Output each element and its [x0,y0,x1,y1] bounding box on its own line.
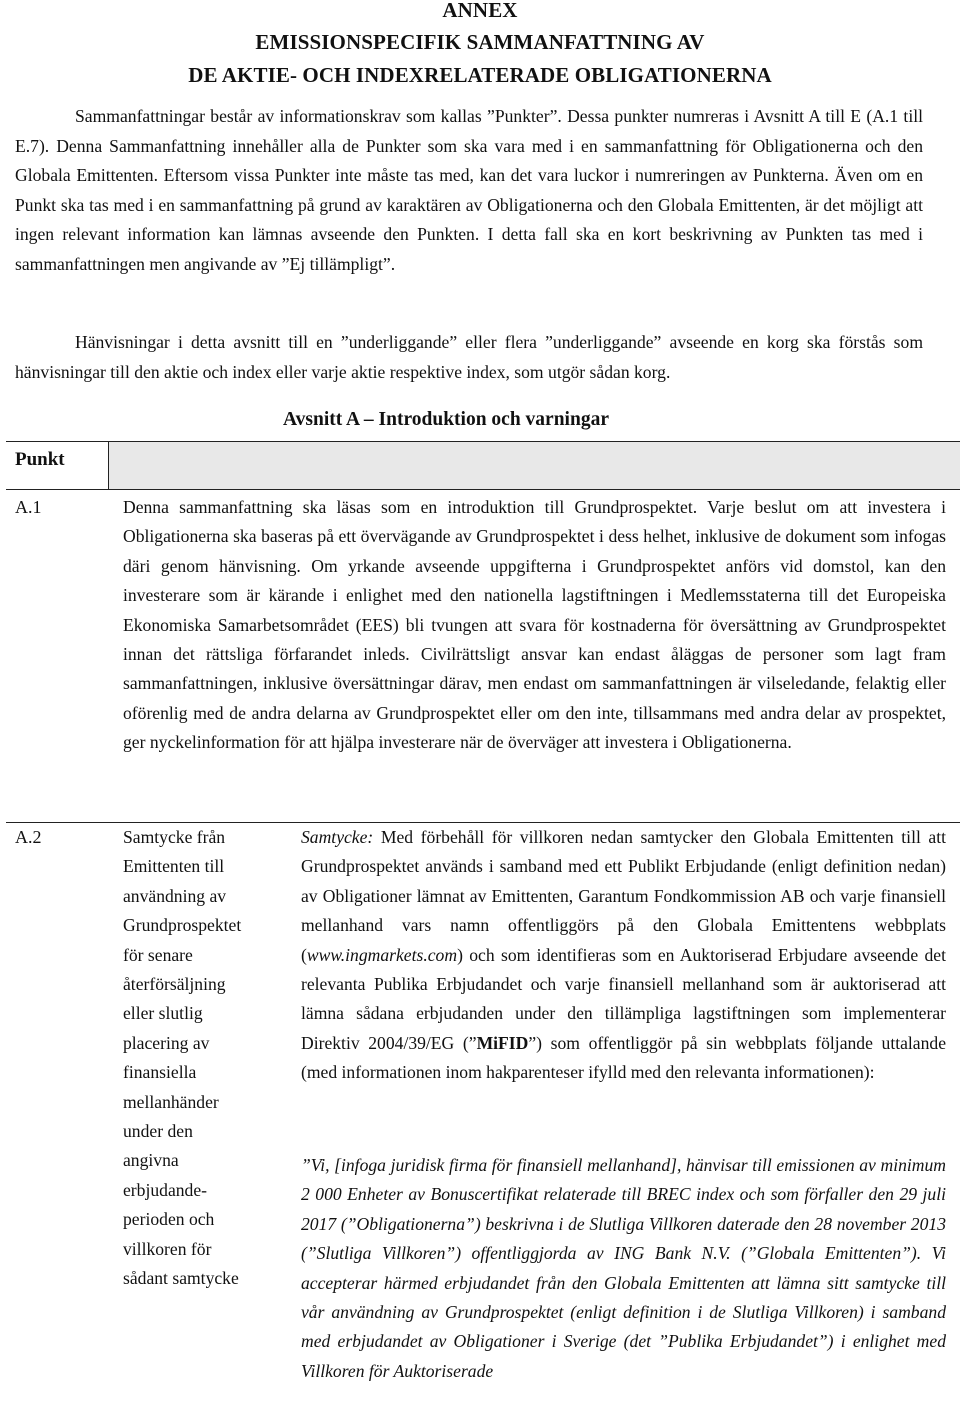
consent-body-b: ) och som identifieras som en Auktoriserad Erbjudare avseende det relevanta Publika Erbjudandet och varje finansiell mellanhand som är auktoriserad att lämna sådana erbjudanden under den tillämpliga lagstiftningen som implementerar Direktiv 2004/39/EG (” [301,944,946,1053]
issuer-website-link[interactable]: www.ingmarkets.com [306,944,458,965]
row-a2-heading-line: Samtycke från [123,827,226,847]
reference-paragraph: Hänvisningar i detta avsnitt till en ”underliggande” eller flera ”underliggande” avseende en korg ska förstås som hänvisningar till den aktie och index eller varje aktie respektive index, som utgör sådan korg. [15,332,923,382]
table-header-shaded-cell [108,441,960,489]
row-a2-heading-line: mellanhänder [123,1091,219,1112]
row-a2-heading-line: angivna [123,1150,179,1171]
consent-body-c: ”) som offentliggör på sin webbplats följande uttalande (med informationen inom hakparenteser ifylld med den relevanta informationen): [301,1032,947,1083]
row-a2-heading-line: placering av [123,1032,210,1053]
table-rule [6,441,960,442]
row-a2-heading-line: eller slutlig [123,1003,203,1024]
row-label-a2: A.2 [15,827,42,847]
table-rule [6,489,960,490]
row-a2-heading-line: för senare [123,944,193,965]
row-a2-heading-line: erbjudande- [123,1179,208,1200]
table-column-divider [108,441,109,489]
row-a2-heading [123,823,283,1294]
row-a2-heading-line: villkoren för [123,1238,212,1259]
row-a2-heading-line: perioden och [123,1209,215,1230]
row-a2-heading-line: under den [123,1121,193,1142]
row-a2-consent-text [301,823,946,1088]
summary-title-line2: DE AKTIE- OCH INDEXRELATERADE OBLIGATIONERNA [188,63,772,87]
section-a-title: Avsnitt A – Introduktion och varningar [283,409,609,430]
consent-body-a: Med förbehåll för villkoren nedan samtycker den Globala Emittenten till att Grundprospektet används i samband med ett Publikt Erbjudande (enligt definition nedan) av Obligationer lämnat av Emittenten, Garantum Fondkommission AB och varje finansiell mellanhand vars namn offentliggörs på den Globala Emittentens webbplats ( [301,827,946,965]
row-a2-heading-line: Emittenten till [123,856,225,877]
intro-paragraph: Sammanfattningar består av informationskrav som kallas ”Punkter”. Dessa punkter numreras i Avsnitt A till E (A.1 till E.7). Denna Sammanfattning innehåller alla de Punkter som ska vara med i en sammanfattning för Obligationerna och den Globala Emittenten. Eftersom vissa Punkter inte måste tas med, kan det vara luckor i numreringen av Punkterna. Även om en Punkt ska tas med i en sammanfattning på grund av karaktären av Obligationerna och den Globala Emittenten, är det möjligt att ingen relevant information kan lämnas avseende den Punkten. I detta fall ska en kort beskrivning av Punkten tas med i sammanfattningen men angivande av ”Ej tillämpligt”. [15,106,923,274]
row-a2-heading-line: Grundprospektet [123,915,242,936]
row-label-a1: A.1 [15,497,42,517]
summary-title-line1: EMISSIONSPECIFIK SAMMANFATTNING AV [255,30,705,54]
mifid-term: MiFID [476,1032,529,1053]
row-a2-quoted-statement: ”Vi, [infoga juridisk firma för finansiell mellanhand], hänvisar till emissionen av minimum 2 000 Enheter av Bonuscertifikat relaterade till BREC index och som förfaller den 29 juli 2017 (”Obligationerna”) beskrivna i de Slutliga Villkoren daterade den 28 november 2013 (”Slutliga Villkoren”) offentliggjorda av ING Bank N.V. (”Globala Emittenten”). Vi accepterar härmed erbjudandet från den Globala Emittenten att lämna sitt samtycke till vår användning av Grundprospektet (enligt definition i de Slutliga Villkoren) i samband med erbjudandet av Obligationer i Sverige (det ”Publika Erbjudandet”) i enlighet med Villkoren för Auktoriserade [301,1155,946,1381]
row-a2-heading-line: användning av [123,885,227,906]
row-a2-heading-line: återförsäljning [123,974,226,995]
row-a2-heading-line: sådant samtycke [123,1268,239,1289]
consent-label: Samtycke: [301,827,374,847]
row-a2-heading-line: finansiella [123,1062,197,1083]
column-header-punkt: Punkt [15,449,65,470]
row-a1-text: Denna sammanfattning ska läsas som en introduktion till Grundprospektet. Varje beslut om att investera i Obligationerna ska baseras på ett övervägande av Grundprospektet i dess helhet, inklusive de dokument som infogas däri genom hänvisning. Om yrkande avseende uppgifterna i Grundprospektet anförs vid domstol, kan den investerare som är kärande i enlighet med den nationella lagstiftningen i Medlemsstaterna till det Europeiska Ekonomiska Samarbetsområdet (EES) bli tvungen att svara för kostnaderna för översättning av Grundprospektet innan det rättsliga förfarandet inleds. Civilrättsligt ansvar kan endast åläggas de personer som lagt fram sammanfattningen, inklusive översättningar därav, men endast om sammanfattningen är vilseledande, felaktig eller oförenlig med de andra delarna av Grundprospektet eller om den inte, tillsammans med andra delar av prospektet, ger nyckelinformation för att hjälpa investerare när de överväger att investera i Obligationerna. [123,497,946,753]
annex-title: ANNEX [442,0,518,22]
